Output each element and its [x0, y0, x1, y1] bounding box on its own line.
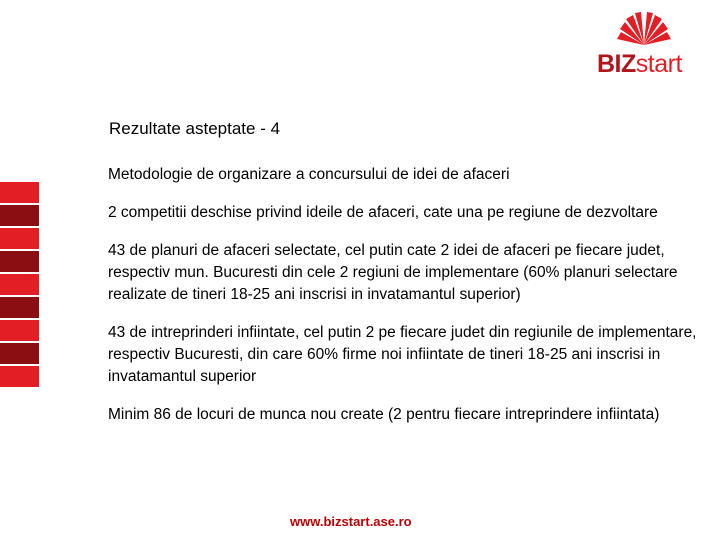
slide-title: Rezultate asteptate - 4 — [109, 119, 281, 138]
side-square — [0, 297, 39, 318]
paragraph-5: Minim 86 de locuri de munca nou create (2 pentru fiecare intreprindere infiintata) — [108, 406, 660, 423]
paragraph-1: Metodologie de organizare a concursului de idei de afaceri — [108, 166, 510, 183]
paragraph-4: 43 de intreprinderi infiintate, cel putin 2 pe fiecare judet din regiunile de implementare, respectiv Bucuresti, din care 60% firme noi infiintate de tineri 18-25 ani inscrisi in invatamantul superior — [108, 324, 697, 385]
side-square — [0, 182, 39, 203]
side-square — [0, 205, 39, 226]
logo-biz-text: BIZ — [597, 50, 636, 78]
paragraph-2: 2 competitii deschise privind ideile de afaceri, cate una pe regiune de dezvoltare — [108, 204, 658, 221]
side-square — [0, 274, 39, 295]
side-square — [0, 366, 39, 387]
side-square — [0, 320, 39, 341]
side-square — [0, 251, 39, 272]
sunburst-logo-icon — [613, 12, 675, 46]
side-square — [0, 343, 39, 364]
content-list — [108, 164, 708, 442]
decorative-side-squares — [0, 182, 40, 389]
side-square — [0, 228, 39, 249]
bizstart-logo — [595, 12, 690, 78]
paragraph-3: 43 de planuri de afaceri selectate, cel putin cate 2 idei de afaceri pe fiecare judet, respectiv mun. Bucuresti din cele 2 regiuni de implementare (60% planuri selectare realizate de tineri 18-25 ani inscrisi in invatamantul superior) — [108, 242, 678, 303]
logo-start-text: start — [635, 50, 682, 78]
footer-url[interactable]: www.bizstart.ase.ro — [290, 514, 412, 529]
logo-wordmark — [597, 50, 682, 78]
